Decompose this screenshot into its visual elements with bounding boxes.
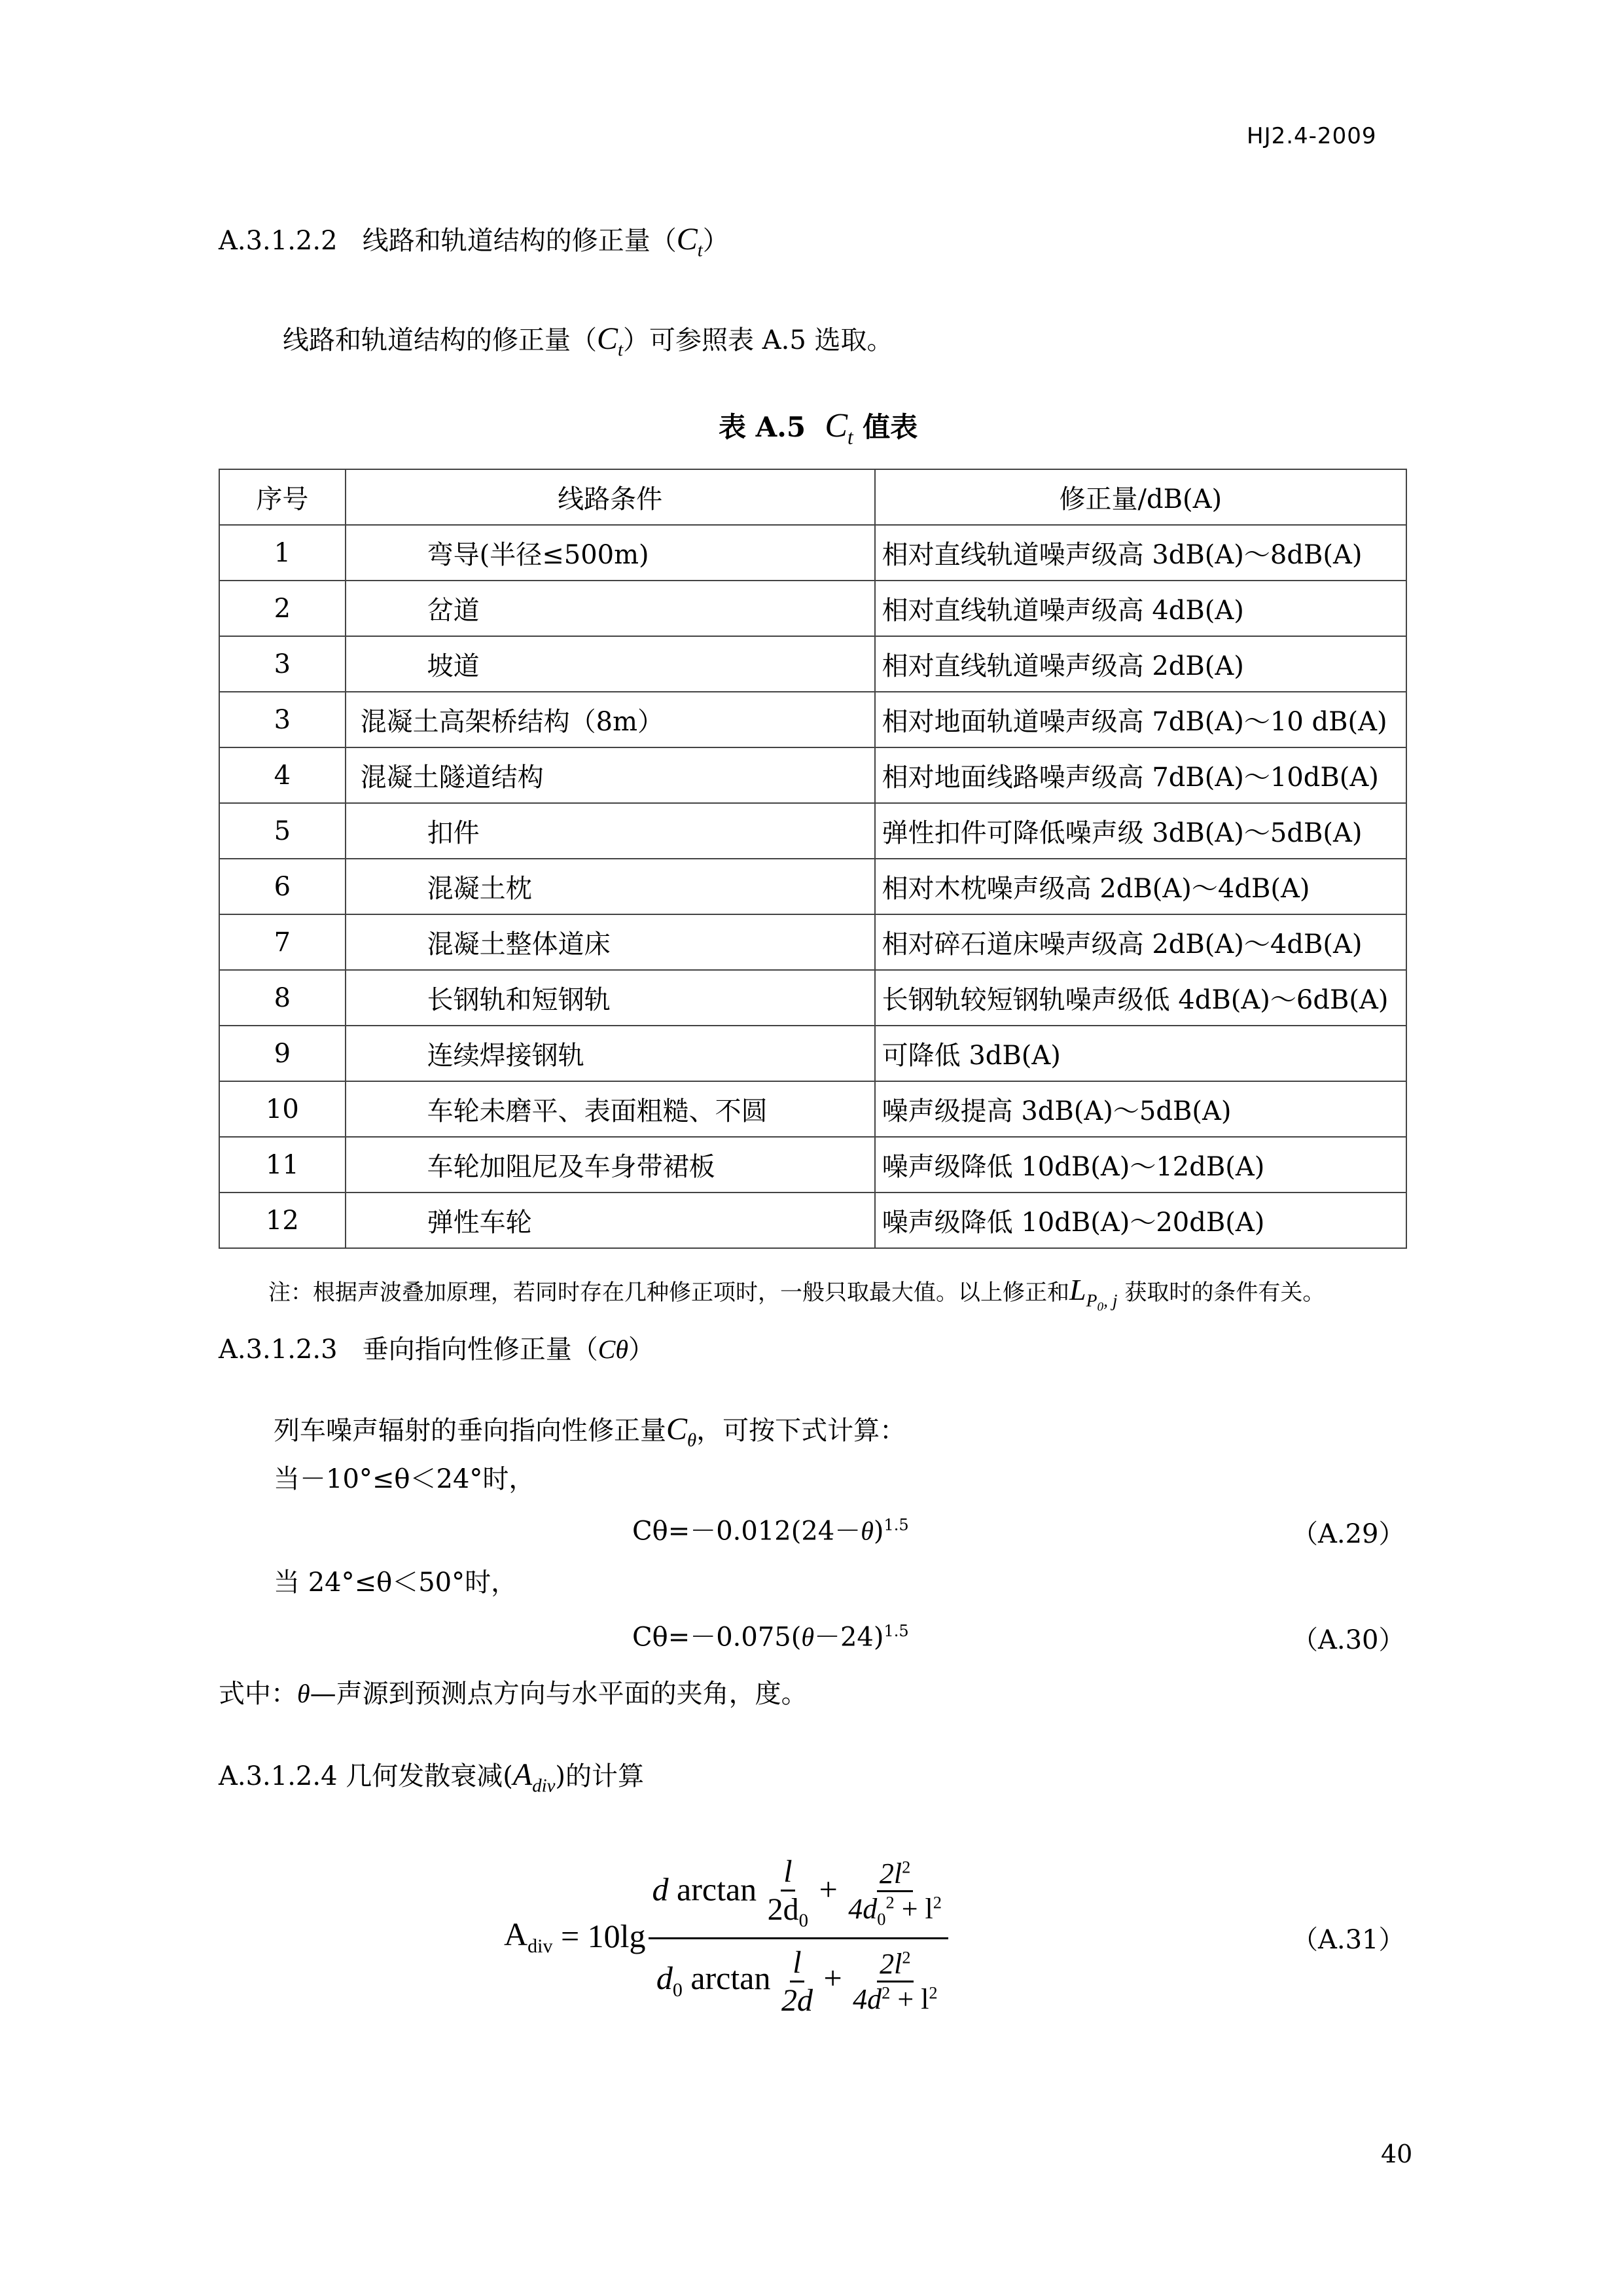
row-correction: 弹性扣件可降低噪声级 3dB(A)～5dB(A) [875,803,1406,859]
row-correction: 噪声级降低 10dB(A)～12dB(A) [875,1137,1406,1193]
heading-close: )的计算 [555,1761,644,1791]
standard-code: HJ2.4-2009 [1247,123,1377,149]
table-note [268,1272,1325,1315]
row-correction: 相对直线轨道噪声级高 3dB(A)～8dB(A) [875,525,1406,581]
ctheta-symbol: Cθ [597,1335,629,1364]
equation-label-a31: （A.31） [1292,1925,1405,1955]
row-condition: 混凝土枕 [346,859,875,914]
intro-text-after: ，可按下式计算： [696,1416,906,1446]
table-row [219,581,1406,636]
equation-a31 [504,1838,948,2034]
row-number: 5 [219,803,346,859]
row-number: 11 [219,1137,346,1193]
table-row [219,970,1406,1026]
eq-denominator: $d_0$ arctan $\frac{l}{2d}$ + $\frac{2l^2}{4d^2 + l^2}$ [656,1945,938,2018]
ct-symbol: $C_t$ [676,222,703,261]
table-row [219,859,1406,914]
row-number: 9 [219,1026,346,1081]
row-number: 3 [219,692,346,747]
row-condition: 岔道 [346,581,875,636]
table-row [219,803,1406,859]
row-correction: 相对碎石道床噪声级高 2dB(A)～4dB(A) [875,914,1406,970]
row-correction: 相对直线轨道噪声级高 4dB(A) [875,581,1406,636]
row-correction: 噪声级提高 3dB(A)～5dB(A) [875,1081,1406,1137]
equation-label-a29: （A.29） [1292,1519,1405,1549]
condition-1: 当－10°≤θ＜24°时， [274,1464,535,1494]
ct-symbol: $C_t$ [825,407,853,449]
row-condition: 混凝土隧道结构 [346,747,875,803]
header-no: 序号 [219,469,346,525]
note-text-after: 获取时的条件有关。 [1124,1280,1325,1306]
row-correction: 相对地面轨道噪声级高 7dB(A)～10 dB(A) [875,692,1406,747]
para-text-after: ）可参照表 A.5 选取。 [623,325,893,355]
row-number: 4 [219,747,346,803]
para-text-before: 线路和轨道结构的修正量（ [283,325,597,355]
row-correction: 相对地面线路噪声级高 7dB(A)～10dB(A) [875,747,1406,803]
row-correction: 可降低 3dB(A) [875,1026,1406,1081]
table-row [219,1081,1406,1137]
row-correction: 相对木枕噪声级高 2dB(A)～4dB(A) [875,859,1406,914]
intro-text: 列车噪声辐射的垂向指向性修正量 [274,1416,666,1446]
caption-suffix: 值表 [863,411,918,443]
eq-equals: = 10lg [560,1918,646,1954]
section-heading-a3124 [219,1759,644,1795]
table-row [219,1137,1406,1193]
row-number: 7 [219,914,346,970]
paragraph-a3122 [283,323,893,359]
row-condition: 连续焊接钢轨 [346,1026,875,1081]
row-number: 6 [219,859,346,914]
row-condition: 坡道 [346,636,875,692]
equation-a29: $C\theta=-0.012(24-\theta)^{1.5}$ [632,1516,909,1547]
page-number: 40 [1381,2140,1413,2168]
heading-number: A.3.1.2.4 [219,1761,338,1791]
row-number: 2 [219,581,346,636]
row-condition: 扣件 [346,803,875,859]
equation-a30: $C\theta=-0.075(\theta-24)^{1.5}$ [632,1622,909,1653]
where-clause: 式中：θ—声源到预测点方向与水平面的夹角，度。 [219,1679,808,1709]
note-text-before: 注：根据声波叠加原理，若同时存在几种修正项时，一般只取最大值。以上修正和 [268,1280,1069,1306]
paragraph-a3123-intro [274,1414,906,1450]
ctheta-symbol: $C_\theta$ [666,1412,697,1451]
ct-value-table [219,469,1407,1249]
table-row [219,525,1406,581]
row-condition: 弯导(半径≤500m) [346,525,875,581]
table-row [219,1193,1406,1248]
row-condition: 混凝土高架桥结构（8m） [346,692,875,747]
lp0j-symbol: $L_{P_0, j}$ [1069,1273,1118,1314]
heading-text: 线路和轨道结构的修正量（ [362,226,677,256]
heading-close: ） [628,1335,655,1365]
adiv-symbol: $A_{div}$ [512,1757,556,1797]
header-condition: 线路条件 [346,469,875,525]
table-row [219,914,1406,970]
row-condition: 弹性车轮 [346,1193,875,1248]
heading-number: A.3.1.2.2 [219,226,338,256]
section-heading-a3122 [219,224,729,260]
section-heading-a3123 [219,1336,654,1363]
table-row [219,1026,1406,1081]
ct-symbol: $C_t$ [597,321,624,361]
eq-numerator: d arctan $\frac{l}{2d_0}$ + $\frac{2l^2}{4d_0^2 + l^2}$ [649,1854,948,1939]
equation-label-a30: （A.30） [1292,1625,1405,1655]
table-row [219,636,1406,692]
row-correction: 噪声级降低 10dB(A)～20dB(A) [875,1193,1406,1248]
header-correction: 修正量/dB(A) [875,469,1406,525]
table-row [219,747,1406,803]
row-condition: 车轮加阻尼及车身带裙板 [346,1137,875,1193]
table-caption [719,406,918,449]
row-number: 8 [219,970,346,1026]
row-condition: 车轮未磨平、表面粗糙、不圆 [346,1081,875,1137]
caption-prefix: 表 A.5 [719,411,806,443]
table-header-row [219,469,1406,525]
row-number: 3 [219,636,346,692]
heading-close: ） [702,226,729,256]
eq-main-fraction [649,1854,948,2018]
table-row [219,692,1406,747]
row-condition: 长钢轨和短钢轨 [346,970,875,1026]
heading-text: 几何发散衰减( [346,1761,513,1791]
eq-lhs: $A_{div}$ [504,1915,553,1957]
row-number: 10 [219,1081,346,1137]
condition-2: 当 24°≤θ＜50°时， [274,1568,518,1598]
row-condition: 混凝土整体道床 [346,914,875,970]
row-correction: 长钢轨较短钢轨噪声级低 4dB(A)～6dB(A) [875,970,1406,1026]
row-correction: 相对直线轨道噪声级高 2dB(A) [875,636,1406,692]
row-number: 12 [219,1193,346,1248]
heading-text: 垂向指向性修正量（ [362,1335,598,1365]
heading-number: A.3.1.2.3 [219,1335,338,1365]
row-number: 1 [219,525,346,581]
